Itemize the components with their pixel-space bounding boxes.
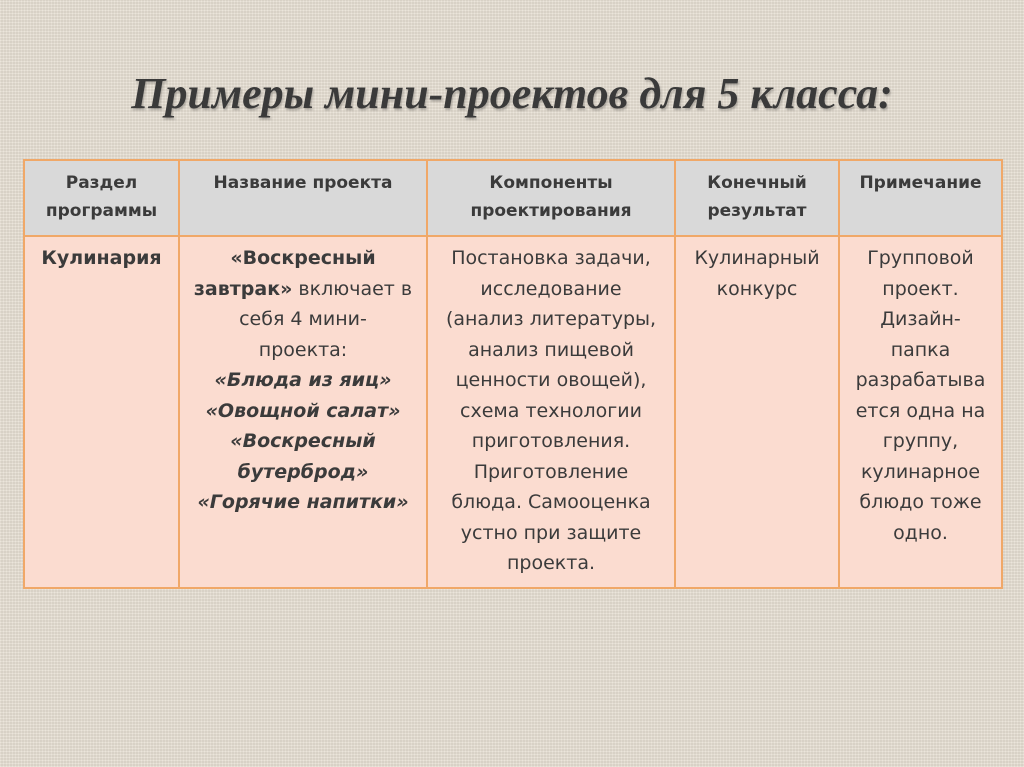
note-line: разрабатыва: [855, 369, 986, 391]
subproject-eggs: «Блюда из яиц»: [214, 369, 392, 391]
components-line: приготовления.: [471, 430, 631, 452]
components-line: Постановка задачи,: [451, 247, 651, 269]
project-name-part1: «Воскресный: [230, 247, 376, 269]
projects-table: [23, 159, 1003, 589]
table-header-row: [24, 160, 1002, 236]
note-line: папка: [890, 338, 951, 361]
subproject-sandwich-line: «Воскресный: [230, 430, 376, 452]
note-line: блюдо тоже: [859, 491, 982, 513]
section-name: Кулинария: [41, 247, 162, 269]
cell-project: [179, 236, 427, 588]
header-components-line: Компоненты: [489, 173, 613, 193]
header-result-line: Конечный: [707, 173, 807, 193]
cell-section: [24, 236, 179, 588]
result-line: конкурс: [716, 277, 798, 300]
subproject-sandwich-line: бутерброд»: [237, 460, 369, 483]
header-components-line: проектирования: [470, 201, 632, 221]
header-result: [675, 160, 839, 236]
components-line: устно при защите: [460, 521, 642, 544]
note-line: ется одна на: [855, 399, 986, 422]
project-desc-part1: включает в: [292, 277, 413, 300]
project-name-part2: завтрак»: [193, 277, 293, 300]
components-line: исследование: [480, 277, 622, 300]
table-row: [24, 236, 1002, 588]
components-line: анализ пищевой: [468, 338, 634, 361]
cell-note: [839, 236, 1002, 588]
components-line: схема технологии: [460, 399, 642, 422]
note-line: проект.: [882, 277, 959, 300]
header-section-line: программы: [45, 201, 158, 221]
note-line: группу,: [882, 430, 959, 452]
project-line-2: [186, 274, 420, 305]
subproject-drinks: «Горячие напитки»: [197, 491, 409, 513]
note-line: Групповой: [867, 247, 974, 269]
header-note: [839, 160, 1002, 236]
header-project-name: [179, 160, 427, 236]
header-section: [24, 160, 179, 236]
project-line-1: [186, 243, 420, 274]
header-note-line: Примечание: [859, 173, 982, 193]
subproject-salad: «Овощной салат»: [205, 399, 401, 422]
header-section-line: Раздел: [65, 173, 138, 193]
cell-components: [427, 236, 675, 588]
project-desc-part2: себя 4 мини-: [239, 308, 367, 330]
note-line: кулинарное: [860, 460, 981, 483]
components-line: проекта.: [506, 552, 596, 574]
components-line: Приготовление: [473, 460, 629, 483]
slide-title: Примеры мини-проектов для 5 класса:: [131, 69, 893, 118]
header-project-name-line: Название проекта: [213, 173, 393, 193]
components-line: блюда. Самооценка: [451, 491, 651, 513]
result-line: Кулинарный: [694, 247, 820, 269]
note-line: Дизайн-: [880, 308, 961, 330]
header-result-line: результат: [707, 201, 807, 221]
cell-result: [675, 236, 839, 588]
note-line: одно.: [893, 521, 948, 544]
components-line: ценности овощей),: [455, 369, 647, 391]
project-desc-part3: проекта:: [258, 338, 348, 361]
components-line: (анализ литературы,: [445, 308, 657, 330]
header-components: [427, 160, 675, 236]
